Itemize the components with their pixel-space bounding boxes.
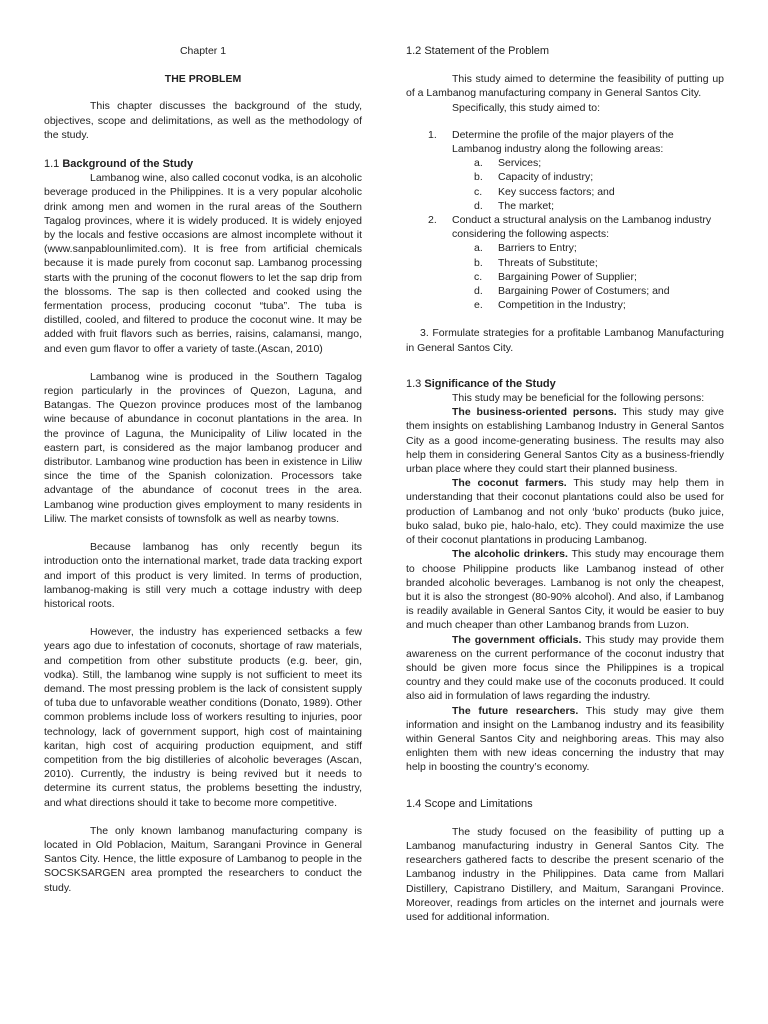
statement-paragraph: This study aimed to determine the feasibility of putting up of a Lambanog manufacturing company in General Santos City.	[406, 73, 724, 100]
objective-item	[406, 213, 724, 241]
statement-of-problem-heading: 1.2 Statement of the Problem	[406, 45, 550, 57]
objective-item	[406, 128, 724, 156]
chapter-title: THE PROBLEM	[164, 73, 242, 86]
sub-item-text: Services;	[498, 157, 542, 170]
beneficiary-label: The government officials.	[452, 633, 582, 646]
significance-heading-number: 1.3	[406, 377, 425, 390]
scope-heading-number: 1.4	[406, 797, 425, 810]
sub-item-text: Barriers to Entry;	[498, 242, 577, 255]
scope-heading	[406, 797, 724, 811]
objectives-list	[406, 128, 724, 156]
objective-text: Determine the profile of the major players of the Lambanog industry along the following areas:	[452, 128, 674, 156]
background-paragraph-4: However, the industry has experienced setbacks a few years ago due to infestation of coconuts, shortage of raw materials, and competition from other substitute products (e.g. beer, gin, vodka). Still, the lambanog wine supply is not sufficient to meet its demand. The most pressing problem is the lack of consistent supply of tuba due to unfavorable weather conditions (Donato, 1989). Other common problems include loss of workers resulting to injuries, poor technology, lack of government support, high cost of maintaining karitan, high cost of acquiring production equipment, and stiff competition from the big distilleries of alcoholic beverages (Ascan, 2010). Currently, the industry is being revived but it needs to determine its current status, the problems besetting the industry, and what directions should it take to become more competitive.	[44, 626, 362, 809]
sub-item-letter: a.	[474, 242, 483, 255]
sub-item-text: Key success factors; and	[498, 185, 615, 198]
beneficiary-text: This study may encourage them to choose Philippine products like Lambanog instead of other branded alcoholic beverages. Lambanog is not only the cheapest, but it is also the strongest (80-90% alcohol). And also, if Lambanog is readily available in General Santos City, it would be easier to buy and much cheaper than other Lambanog brands from Luzon.	[406, 548, 724, 632]
significance-item-farmers	[406, 476, 724, 547]
sub-item-text: Threats of Substitute;	[498, 256, 598, 269]
sub-item	[406, 185, 724, 199]
sub-item	[406, 170, 724, 184]
sub-item	[406, 156, 724, 170]
sub-item-text: Competition in the Industry;	[498, 299, 626, 312]
background-paragraph-3: Because lambanog has only recently begun its introduction onto the international market, trade data tracking export and import of this product is very limited. In terms of production, lambanog-making is still very much a cottage industry with deep historical roots.	[44, 541, 362, 610]
significance-intro: This study may be beneficial for the following persons:	[452, 392, 705, 405]
sub-item-letter: c.	[474, 270, 483, 283]
beneficiary-label: The coconut farmers.	[452, 477, 567, 490]
beneficiary-text: This study may help them in understanding that their coconut plantations could also be used for production of Lambanog and not only ‘buko’ products (buko juice, buko salad, buko pie, halo-halo, etc). They could maximize the use of their coconut plantations in producing Lambanog.	[406, 477, 724, 547]
objectives-list-2	[406, 213, 724, 241]
objective-number: 1.	[428, 128, 437, 141]
background-paragraph-5: The only known lambanog manufacturing company is located in Old Poblacion, Maitum, Sarangani Province in General Santos City. Hence, the little exposure of Lambanog to people in the SOCSKSARGEN area prompted the researchers to conduct the study.	[44, 824, 362, 894]
sub-item-letter: b.	[474, 256, 483, 269]
background-heading-text: Background of the Study	[62, 158, 194, 171]
background-paragraph-1: Lambanog wine, also called coconut vodka, is an alcoholic beverage produced in the Philippines. It is a very popular alcoholic drink among men and women in the rural areas of the Southern Tagalog provinces, where it is widely produced. It is widely enjoyed by the locals and festive occasions are almost incomplete without it (www.sanpablounlimited.com). It is free from artificial chemicals because it is made purely from coconut sap. Lambanog processing starts with the pruning of the coconut flowers to let the sap drip from the blossoms. The sap is then collected and cooked using the fermentation process, producing coconut “tuba”. The tuba is distilled, cooled, and filtered to produce the coconut wine. It may be added with fruit flavors such as berries, raisins, calamansi, mango, and even gum flavor to offer a variety of taste.(Ascan, 2010)	[44, 172, 363, 355]
sub-item-text: The market;	[498, 199, 555, 212]
sub-item-letter: b.	[474, 171, 483, 184]
background-heading-number: 1.1	[44, 158, 63, 171]
background-heading	[44, 157, 362, 171]
background-paragraph-2: Lambanog wine is produced in the Southern Tagalog region particularly in the provinces of Quezon, Laguna, and Batangas. The Quezon province produces most of the lambanog wine because of abundance in coconut plantations in the area. In the province of Laguna, the Municipality of Liliw located in the eastern part, is considered as the major lambanog producer and distributor. Lambanog wine production has been in existence in Liliw since the time of the Spanish colonization. Processors take advantage of the abundance of coconut trees in the area. Lambanog wine production gives employment to many residents in Liliw. The market consists of townsfolk as well as nearby towns.	[44, 370, 362, 525]
objective-text: Conduct a structural analysis on the Lambanog industry considering the following aspects:	[452, 214, 712, 241]
specific-objectives-intro: Specifically, this study aimed to:	[452, 101, 601, 114]
objective-number: 2.	[428, 214, 437, 227]
sub-item-letter: d.	[474, 199, 483, 212]
beneficiary-label: The business-oriented persons.	[452, 406, 617, 419]
significance-heading-text: Significance of the Study	[424, 377, 556, 390]
sub-item	[406, 298, 724, 312]
scope-heading-text: Scope and Limitations	[424, 797, 533, 810]
significance-item-government	[406, 633, 724, 704]
objective-2-subitems	[406, 241, 724, 312]
sub-item-letter: e.	[474, 299, 483, 312]
sub-item-text: Bargaining Power of Costumers; and	[498, 285, 670, 298]
significance-item-drinkers	[406, 547, 724, 632]
left-column	[44, 44, 362, 895]
significance-item-business	[406, 405, 724, 476]
beneficiary-label: The alcoholic drinkers.	[452, 548, 568, 561]
sub-item-letter: a.	[474, 157, 483, 170]
right-column	[406, 44, 724, 924]
chapter-label: Chapter 1	[179, 45, 227, 57]
objective-1-subitems	[406, 156, 724, 213]
beneficiary-text: This study may give them insights on establishing Lambanog Industry in General Santos City as a good income-generating business. The results may also help them in considering General Santos City as a business-friendly urban place where they could start their planned business.	[406, 406, 725, 476]
sub-item-text: Bargaining Power of Supplier;	[498, 270, 637, 283]
sub-item-letter: c.	[474, 185, 483, 198]
significance-item-researchers	[406, 704, 724, 775]
beneficiary-text: This study may provide them awareness on the current performance of the coconut industry that should be given more focus since the Philippines is a tropical country and they could make use of the coconuts produced. It could also aid in formulation of laws regarding the industry.	[406, 633, 724, 703]
beneficiary-text: This study may give them information and insight on the Lambanog industry and its feasibility within General Santos City and neighboring areas. This may also enlighten them with new ideas concerning the industry that may help in boosting the country’s economy.	[406, 704, 724, 774]
sub-item	[406, 241, 724, 255]
beneficiary-label: The future researchers.	[452, 704, 579, 717]
significance-heading	[406, 377, 724, 391]
sub-item	[406, 199, 724, 213]
sub-item	[406, 284, 724, 298]
intro-paragraph: This chapter discusses the background of the study, objectives, scope and delimitations, as well as the methodology of the study.	[44, 100, 362, 141]
sub-item-text: Capacity of industry;	[498, 171, 594, 184]
sub-item	[406, 270, 724, 284]
sub-item-letter: d.	[474, 285, 483, 298]
sub-item	[406, 256, 724, 270]
objective-3: 3. Formulate strategies for a profitable Lambanog Manufacturing in General Santos City.	[406, 327, 724, 354]
scope-paragraph: The study focused on the feasibility of putting up a Lambanog manufacturing industry in General Santos City. The researchers gathered facts to describe the present scenario of the Lambanog industry in the Philippines. Data came from Mallari Distillery, Capistrano Distillery, and Maitum, Sarangani Province. Moreover, readings from articles on the internet and journals were used for additional information.	[406, 825, 724, 923]
